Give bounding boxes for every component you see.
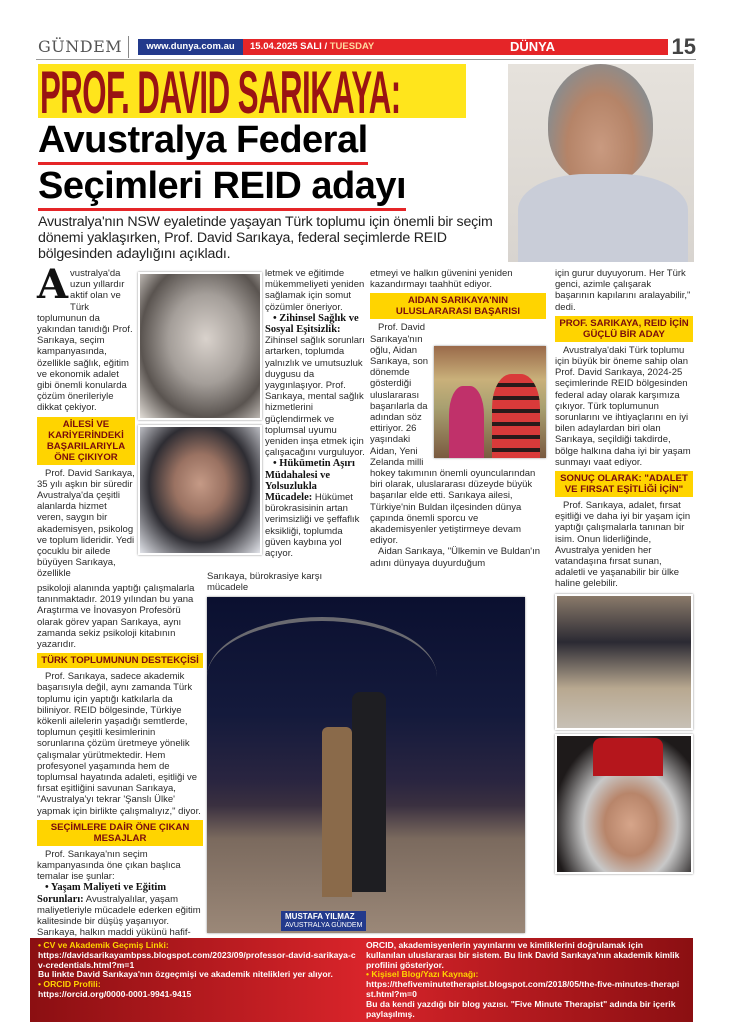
paragraph: Prof. Sarıkaya, sadece akademik başarısıyla değil, aynı zamanda Türk toplumu için yaptığı katkılarla da biliniyor. REID bölgesinde, Türkiye kökenli ailelerin yaşadığı semtlerde, toplumun çeşitli kesimlerinin sorunlarına çözüm üretmeye yönelik çalışmalar yürütmektedir. Hem profesyonel yaşamında hem de toplumsal hayatında adaleti, eşitliği ve fırsat eşitliğini savunan Sarıkaya, "Avustralya'yı tekrar 'Şanslı Ülke' yapmak için birlikte çalışmalıyız," diyor. [37, 671, 201, 817]
portrait-photo [508, 64, 694, 262]
bullet-mental-health [265, 313, 365, 459]
column-1 [37, 261, 135, 580]
paragraph: letmek ve eğitimde mükemmeliyeti yeniden sağlamak için somut çözümler öneriyor. [265, 268, 365, 313]
column-2-tail: Sarıkaya, bürokrasiye karşı mücadele [207, 571, 323, 594]
day: TUESDAY [329, 41, 375, 52]
bullet-title: • Yaşam Maliyeti ve Eğitim Sorunları: [37, 882, 167, 905]
orcid-link[interactable]: https://orcid.org/0000-0001-9941-9415 [38, 988, 192, 999]
children-photo [434, 346, 546, 458]
heading-conclusion: SONUÇ OLARAK: "ADALET VE FIRSAT EŞİTLİĞİ İÇİN" [555, 471, 693, 497]
column-1-lower [37, 583, 203, 938]
column-2 [265, 268, 365, 559]
links-left [38, 941, 356, 1019]
paragraph: Prof. David Sarıkaya'nın oğlu, Aidan Sarıkaya, son dönemde gösterdiği uluslararası başarılarla da adından söz ettiriyor. 26 yaşındaki Aidan, Yeni Zelanda milli hokey takımının önemli oyuncularından biri olarak, uluslararası düzeyde büyük başarılar elde etti. Sarıkaya ailesi, Türkiye'nin Buldan ilçesinden dünya çapında önemli sporcu ve akademisyenler yetiştirmeye devam ediyor. [370, 322, 536, 547]
blog-description: Bu da kendi yazdığı bir blog yazısı. "Five Minute Therapist" adında bir içerik paylaşılmış. [366, 998, 676, 1019]
website-link[interactable]: www.dunya.com.au [138, 39, 243, 55]
page-header [36, 36, 696, 60]
bullet-title: • Zihinsel Sağlık ve Sosyal Eşitsizlik: [265, 312, 359, 336]
paragraph: psikoloji alanında yaptığı çalışmalarla tanınmaktadır. 2019 yılından bu yana Araştırma ve İnovasyon Profesörü olarak görev yapan Sarıkaya, aynı zamanda sekiz psikoloji kitabının yazarıdır. [37, 583, 195, 651]
issue-date: 15.04.2025 SALI / TUESDAY [250, 41, 375, 52]
photo-outlet: AVUSTRALYA GÜNDEM [285, 922, 363, 929]
links-right [366, 941, 684, 1019]
bullet-text: Hükümet bürokrasisinin artan verimsizliği ve şeffaflık eksikliği, toplumda güven kaybına yol açıyor. [265, 492, 360, 560]
heading-strong-candidate: PROF. SARIKAYA, REID İÇİN GÜÇLÜ BİR ADAY [555, 316, 693, 342]
young-photo-glasses [138, 272, 262, 420]
blog-label: • Kişisel Blog/Yazı Kaynağı: [366, 969, 479, 980]
orcid-description: ORCID, akademisyenlerin yayınlarını ve kimliklerini doğrulamak için kullanılan uluslararası bir sistem. Bu link David Sarıkaya'nın akademik kimlik profilini gösteriyor. [366, 940, 680, 970]
bullet-title: • Hükümetin Aşırı Müdahalesi ve Yolsuzlukla Mücadele: [265, 458, 355, 504]
page-number: 15 [671, 34, 696, 59]
divider [128, 36, 129, 58]
brand-logo: DÜNYA [510, 39, 556, 54]
cv-description: Bu linkte David Sarıkaya'nın özgeçmişi ve akademik nitelikleri yer alıyor. [38, 969, 333, 980]
bullet-cost-of-living [37, 882, 203, 938]
paragraph: Aidan Sarıkaya, "Ülkemin ve Buldan'ın adını dünyaya duyurduğum [370, 546, 541, 569]
links-box [30, 938, 693, 1022]
date: 15.04.2025 SALI [250, 41, 322, 52]
lead-paragraph: Avustralya'nın NSW eyaletinde yaşayan Türk toplumu için önemli bir seçim dönemi yaklaşırken, Prof. David Sarıkaya, federal seçimlerde REID bölgesinden adaylığını açıkladı. [38, 214, 493, 262]
paragraph: etmeyi ve halkın güvenini yeniden kazandırmayı taahhüt ediyor. [370, 268, 513, 291]
cv-link[interactable]: https://davidsarikayambpss.blogspot.com/2023/09/professor-david-sarikaya-cv-credentials.html?m=1 [38, 949, 356, 970]
heading-election-messages: SEÇİMLERE DAİR ÖNE ÇIKAN MESAJLAR [37, 820, 203, 846]
section-label: GÜNDEM [38, 37, 123, 56]
heading-aidan-success: AIDAN SARIKAYA'NIN ULUSLARARASI BAŞARISI [370, 293, 546, 319]
paragraph: için gurur duyuyorum. Her Türk genci, azimle çalışarak başarının kapılarını aralayabilir," dedi. [555, 268, 691, 313]
photo-credit [281, 911, 366, 931]
drop-cap: A [37, 261, 69, 308]
harbour-bridge-photo [207, 597, 525, 933]
headline-kicker: PROF. DAVID SARIKAYA: [40, 59, 401, 126]
heading-family-career: AİLESİ VE KARİYERİNDEKİ BAŞARILARIYLA ÖNE ÇIKIYOR [37, 417, 135, 465]
bullet-text: Zihinsel sağlık sorunları artarken, toplumda yalnızlık ve umutsuzluk duygusu da yaygınlaşıyor. Prof. Sarıkaya, mental sağlık hizmetlerini güçlendirmek ve toplumsal uyumu yeniden inşa etmek için çalışacağını vurguluyor. [265, 335, 365, 459]
intro-text: vustralya'da uzun yıllardır aktif olan ve Türk toplumunun da yakından tanıdığı Prof. Sarıkaya, seçim kampanyasında, özellikle sağlık, eğitim ve ekonomik adalet gibi önemli konularda çözüm önerileriyle dikkat çekiyor. [37, 268, 133, 414]
paragraph: Prof. Sarıkaya'nın seçim kampanyasında öne çıkan başlıca temalar ise şunlar: [37, 848, 181, 883]
suit-photo [555, 594, 693, 730]
fez-photo [555, 734, 693, 874]
young-photo-portrait [138, 425, 262, 555]
paragraph: Prof. Sarıkaya, adalet, fırsat eşitliği ve daha iyi bir yaşam için yaptığı çalışmalarla tanınan bir isim. Onun liderliğinde, Avustralya yeniden her vatandaşına fırsat sunan, adaletli ve yaşanabilir bir ülke haline gelebilir. [555, 500, 691, 590]
bullet-government [265, 458, 365, 559]
headline-line2: Seçimleri REID adayı [38, 164, 406, 211]
heading-community-supporter: TÜRK TOPLUMUNUN DESTEKÇİSİ [37, 653, 203, 668]
column-3 [370, 268, 546, 569]
headline-line1: Avustralya Federal [38, 118, 368, 165]
paragraph: Prof. David Sarıkaya, 35 yılı aşkın bir süredir Avustralya'da çeşitli alanlarda hizmet veren, saygın bir akademisyen, psikolog ve toplum lideridir. Yedi çocuklu bir ailede büyüyen Sarıkaya, özellikle [37, 467, 135, 580]
orcid-label: • ORCID Profili: [38, 979, 101, 990]
header-bar [138, 39, 668, 55]
blog-link[interactable]: https://thefiveminutetherapist.blogspot.com/2018/05/the-five-minutes-therapist.html?m=0 [366, 979, 680, 999]
cv-label: • CV ve Akademik Geçmiş Linki: [38, 940, 169, 950]
paragraph: Avustralya'daki Türk toplumu için büyük bir öneme sahip olan Prof. David Sarıkaya, 2024-25 seçimlerinde REID bölgesinden federal aday olarak karşımıza çıkıyor. Türk toplumunun sorunlarını ve ihtiyaçlarını en iyi bilen adaylardan biri olan Sarıkaya, seçildiği takdirde, bölge halkına daha iyi bir yaşam sunmayı vaat ediyor. [555, 344, 691, 468]
bullet-text: Avustralyalılar, yaşam maliyetleriyle mücadele ederken eğitim kalitesinde bir düşüş yaşanıyor. Sarıkaya, halkın maddi yükünü hafif- [37, 893, 201, 939]
photographer-name: MUSTAFA YILMAZ [285, 912, 355, 921]
column-4 [555, 268, 693, 874]
